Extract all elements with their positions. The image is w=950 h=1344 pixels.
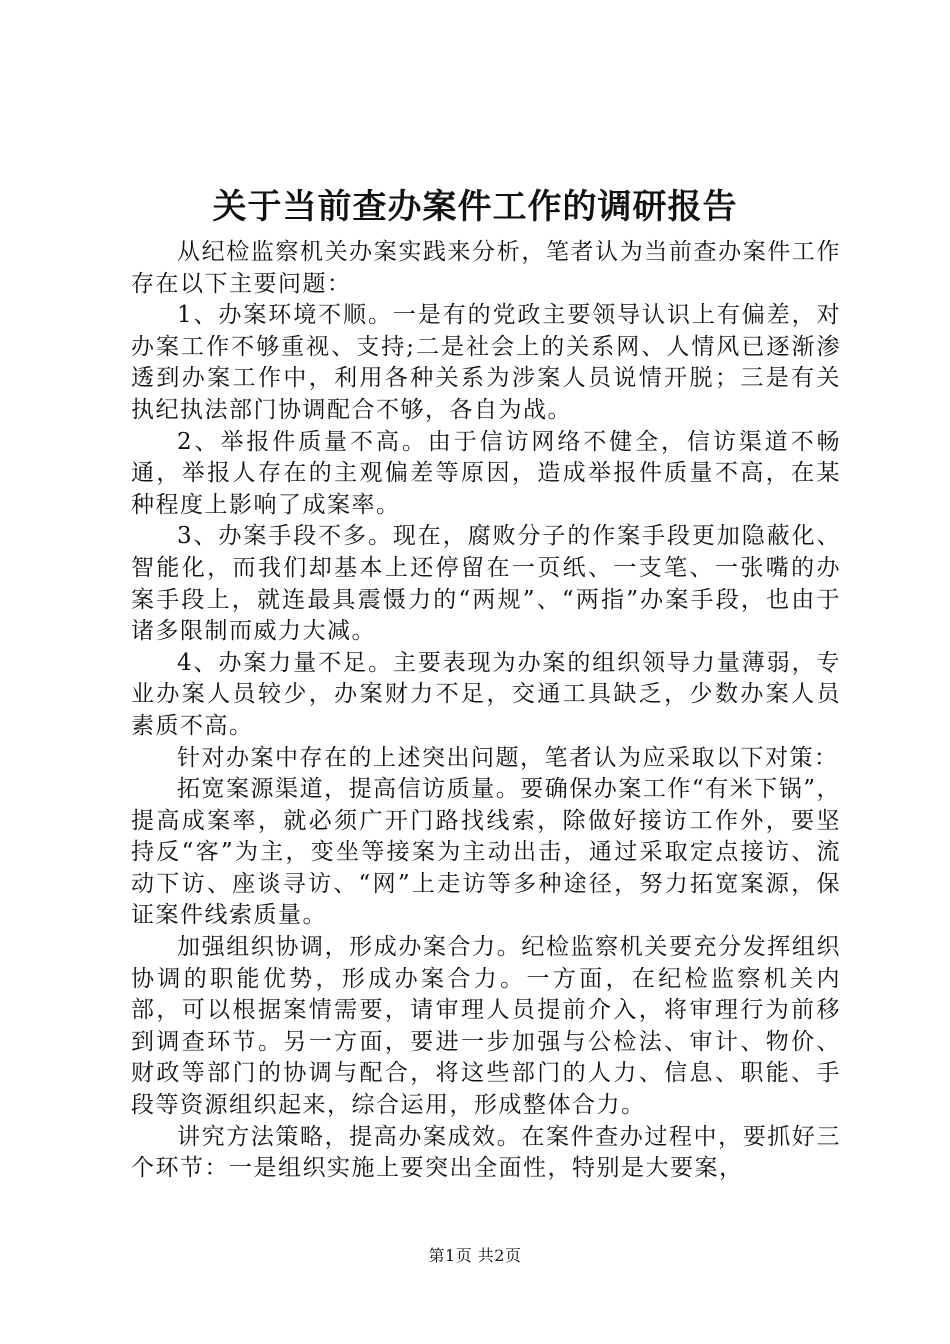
page-title: 关于当前查办案件工作的调研报告 xyxy=(212,187,738,227)
paragraph: 1、办案环境不顺。一是有的党政主要领导认识上有偏差，对办案工作不够重视、支持;二是社会上的关系网、人情风已逐渐渗透到办案工作中，利用各种关系为涉案人员说情开脱；三是有关执纪执法部门协调配合不够，各自为战。 xyxy=(131,302,841,423)
page-number-footer: 第1页 共2页 xyxy=(428,1246,522,1265)
paragraph: 拓宽案源渠道，提高信访质量。要确保办案工作“有米下锅”，提高成案率，就必须广开门路找线索，除做好接访工作外，要坚持反“客”为主，变坐等接案为主动出击，通过采取定点接访、流动下访、座谈寻访、“网”上走访等多种途径，努力拓宽案源，保证案件线索质量。 xyxy=(131,776,841,929)
paragraph: 2、举报件质量不高。由于信访网络不健全，信访渠道不畅通，举报人存在的主观偏差等原因，造成举报件质量不高，在某种程度上影响了成案率。 xyxy=(131,428,841,518)
paragraph: 加强组织协调，形成办案合力。纪检监察机关要充分发挥组织协调的职能优势，形成办案合力。一方面，在纪检监察机关内部，可以根据案情需要，请审理人员提前介入，将审理行为前移到调查环节。另一方面，要进一步加强与公检法、审计、物价、财政等部门的协调与配合，将这些部门的人力、信息、职能、手段等资源组织起来，综合运用，形成整体合力。 xyxy=(131,934,841,1119)
paragraph: 从纪检监察机关办案实践来分析，笔者认为当前查办案件工作存在以下主要问题： xyxy=(131,239,841,297)
document-body xyxy=(131,237,841,1185)
paragraph: 3、办案手段不多。现在，腐败分子的作案手段更加隐蔽化、智能化，而我们却基本上还停留在一页纸、一支笔、一张嘴的办案手段上，就连最具震慑力的“两规”、“两指”办案手段，也由于诸多限制而威力大减。 xyxy=(131,523,841,645)
paragraph: 4、办案力量不足。主要表现为办案的组织领导力量薄弱，专业办案人员较少，办案财力不足，交通工具缺乏，少数办案人员素质不高。 xyxy=(131,649,841,739)
paragraph: 讲究方法策略，提高办案成效。在案件查办过程中，要抓好三个环节：一是组织实施上要突出全面性，特别是大要案， xyxy=(131,1123,841,1182)
paragraph: 针对办案中存在的上述突出问题，笔者认为应采取以下对策： xyxy=(177,744,839,771)
